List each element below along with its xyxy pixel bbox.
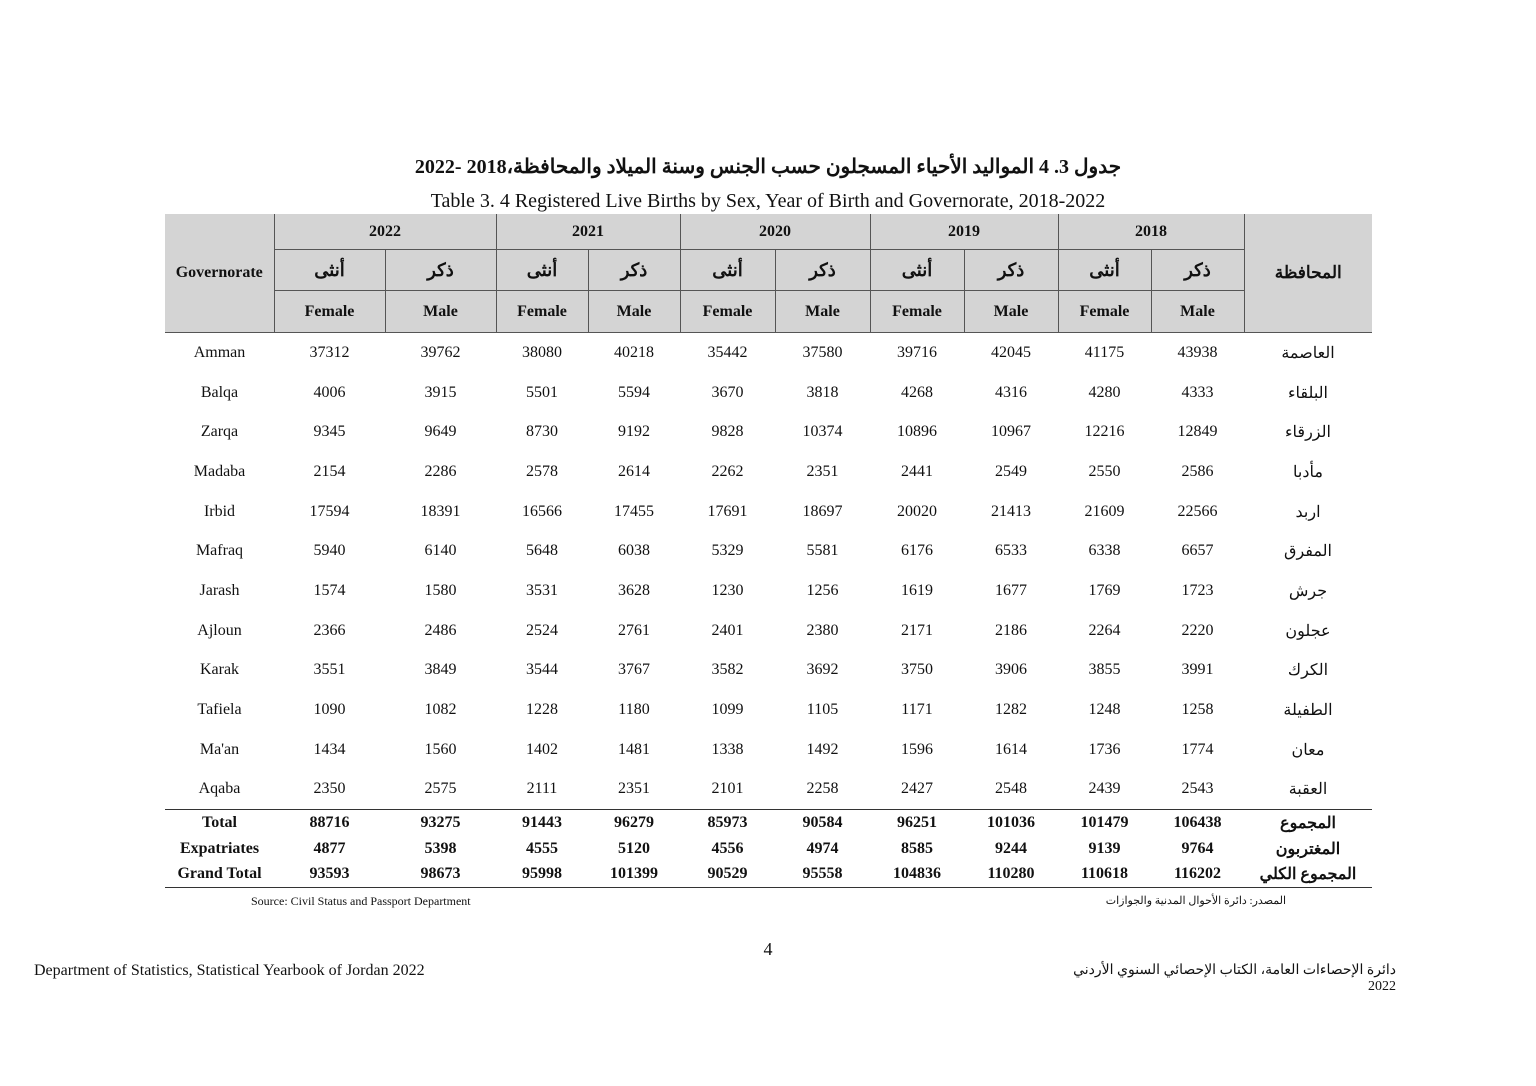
table-row xyxy=(165,690,1372,730)
table-row xyxy=(165,730,1372,770)
value-cell: 9649 xyxy=(424,423,457,441)
governorate-name: Ajloun xyxy=(197,621,242,639)
male-header: Male xyxy=(775,291,870,333)
value-cell: 1723 xyxy=(1181,581,1214,599)
page-number: 4 xyxy=(763,939,773,959)
governorate-name: Irbid xyxy=(203,502,236,520)
value-cell: 43938 xyxy=(1177,343,1218,361)
total-value-cell: 5398 xyxy=(424,839,457,857)
value-cell: 38080 xyxy=(522,343,562,361)
female-header: Female xyxy=(680,291,775,333)
value-cell: 1481 xyxy=(618,740,650,758)
governorate-name: Aqaba xyxy=(198,780,241,798)
value-cell: 3531 xyxy=(526,581,558,599)
total-value-cell: 5120 xyxy=(618,839,650,857)
male-arabic-header: ذكر xyxy=(1151,250,1244,291)
value-cell: 5648 xyxy=(526,542,558,560)
value-cell: 10967 xyxy=(991,423,1031,441)
governorate-name: Mafraq xyxy=(195,542,244,560)
total-label-arabic: المغتربون xyxy=(1275,840,1341,858)
value-cell: 1180 xyxy=(618,701,650,719)
total-value-cell: 101036 xyxy=(964,810,1058,836)
year-header: 2018 xyxy=(1058,214,1244,250)
total-value-cell: 101479 xyxy=(1058,810,1151,836)
total-value-cell: 9764 xyxy=(1181,839,1214,857)
value-cell: 18391 xyxy=(420,502,461,520)
value-cell: 1230 xyxy=(711,581,744,599)
value-cell: 2575 xyxy=(424,780,457,798)
total-value-cell: 9139 xyxy=(1088,839,1121,857)
total-value-cell: 110618 xyxy=(1058,861,1151,887)
value-cell: 2524 xyxy=(526,621,558,639)
value-cell: 39762 xyxy=(420,343,461,361)
table-row xyxy=(165,571,1372,611)
value-cell: 1736 xyxy=(1088,740,1121,758)
value-cell: 3767 xyxy=(618,661,650,679)
male-arabic-header: ذكر xyxy=(775,250,870,291)
female-arabic-header: أنثى xyxy=(870,250,964,291)
total-value-cell: 116202 xyxy=(1151,861,1244,887)
value-cell: 1769 xyxy=(1088,581,1121,599)
governorate-name-arabic: البلقاء xyxy=(1288,384,1328,402)
governorate-name-arabic: العاصمة xyxy=(1281,344,1335,362)
value-cell: 6338 xyxy=(1088,542,1121,560)
male-arabic-header: ذكر xyxy=(588,250,680,291)
value-cell: 1105 xyxy=(806,701,839,719)
table-row xyxy=(165,531,1372,571)
value-cell: 1492 xyxy=(806,740,839,758)
male-header: Male xyxy=(1151,291,1244,333)
value-cell: 2548 xyxy=(995,780,1027,798)
female-header: Female xyxy=(1058,291,1151,333)
total-value-cell: 106438 xyxy=(1151,810,1244,836)
governorate-name-arabic: جرش xyxy=(1288,582,1328,600)
table-row xyxy=(165,611,1372,651)
governorate-name-arabic: عجلون xyxy=(1285,622,1331,640)
value-cell: 3670 xyxy=(711,383,744,401)
total-value-cell: 90529 xyxy=(680,861,775,887)
total-value-cell: 8585 xyxy=(901,839,933,857)
total-value-cell: 101399 xyxy=(588,861,680,887)
female-header: Female xyxy=(870,291,964,333)
table-row xyxy=(165,412,1372,452)
female-header: Female xyxy=(274,291,385,333)
value-cell: 3849 xyxy=(424,661,457,679)
table-title-arabic: جدول 3. 4 المواليد الأحياء المسجلون حسب الجنس وسنة الميلاد والمحافظة،2018 -2022 xyxy=(414,156,1122,178)
value-cell: 1338 xyxy=(711,740,744,758)
governorate-name: Amman xyxy=(193,343,246,361)
value-cell: 1574 xyxy=(313,581,346,599)
female-header: Female xyxy=(496,291,588,333)
total-value-cell: 9244 xyxy=(995,839,1027,857)
total-label: Total xyxy=(165,810,274,836)
value-cell: 5594 xyxy=(618,383,650,401)
value-cell: 6657 xyxy=(1181,542,1214,560)
value-cell: 2186 xyxy=(995,621,1027,639)
value-cell: 5581 xyxy=(806,542,839,560)
value-cell: 2586 xyxy=(1181,462,1214,480)
total-value-cell: 110280 xyxy=(964,861,1058,887)
value-cell: 2439 xyxy=(1088,780,1121,798)
female-arabic-header: أنثى xyxy=(1058,250,1151,291)
footer-arabic: دائرة الإحصاءات العامة، الكتاب الإحصائي السنوي الأردني 2022 xyxy=(1073,963,1396,994)
value-cell: 2427 xyxy=(901,780,933,798)
value-cell: 9345 xyxy=(313,423,346,441)
total-value-cell: 98673 xyxy=(385,861,496,887)
value-cell: 3991 xyxy=(1181,661,1214,679)
value-cell: 5501 xyxy=(526,383,558,401)
value-cell: 2264 xyxy=(1088,621,1121,639)
value-cell: 2262 xyxy=(711,462,744,480)
value-cell: 2543 xyxy=(1181,780,1214,798)
governorate-rows xyxy=(165,333,1372,810)
value-cell: 39716 xyxy=(897,343,937,361)
value-cell: 1774 xyxy=(1181,740,1214,758)
value-cell: 3750 xyxy=(901,661,933,679)
value-cell: 4316 xyxy=(995,383,1027,401)
value-cell: 4333 xyxy=(1181,383,1214,401)
value-cell: 2550 xyxy=(1088,462,1121,480)
value-cell: 5329 xyxy=(711,542,744,560)
governorate-name-arabic: الكرك xyxy=(1287,662,1329,680)
governorate-name-arabic: العقبة xyxy=(1288,781,1328,799)
value-cell: 3582 xyxy=(711,661,744,679)
value-cell: 1402 xyxy=(526,740,558,758)
value-cell: 37312 xyxy=(309,343,350,361)
total-value-cell: 91443 xyxy=(496,810,588,836)
value-cell: 2111 xyxy=(526,780,558,798)
value-cell: 1580 xyxy=(424,581,457,599)
value-cell: 12849 xyxy=(1177,423,1218,441)
source-note: Source: Civil Status and Passport Department xyxy=(251,894,471,908)
value-cell: 40218 xyxy=(614,343,654,361)
value-cell: 17455 xyxy=(614,502,654,520)
total-value-cell: 4974 xyxy=(806,839,839,857)
male-header: Male xyxy=(964,291,1058,333)
total-value-cell: 95558 xyxy=(775,861,870,887)
value-cell: 8730 xyxy=(526,423,558,441)
total-row xyxy=(165,810,1372,836)
value-cell: 9828 xyxy=(711,423,744,441)
value-cell: 2350 xyxy=(313,780,346,798)
governorate-name-arabic: الزرقاء xyxy=(1285,424,1331,442)
governorate-name: Balqa xyxy=(200,383,239,401)
value-cell: 1099 xyxy=(711,701,744,719)
value-cell: 2549 xyxy=(995,462,1027,480)
value-cell: 3818 xyxy=(806,383,839,401)
total-value-cell: 90584 xyxy=(775,810,870,836)
governorate-name: Jarash xyxy=(199,581,240,599)
value-cell: 3906 xyxy=(995,661,1027,679)
male-header: Male xyxy=(385,291,496,333)
governorate-name: Zarqa xyxy=(200,423,239,441)
female-arabic-header: أنثى xyxy=(680,250,775,291)
value-cell: 2366 xyxy=(313,621,346,639)
total-label: Expatriates xyxy=(179,839,260,857)
table-row xyxy=(165,651,1372,691)
total-value-cell: 95998 xyxy=(496,861,588,887)
total-value-cell: 85973 xyxy=(680,810,775,836)
value-cell: 1171 xyxy=(901,701,933,719)
value-cell: 6140 xyxy=(424,542,457,560)
value-cell: 1228 xyxy=(526,701,558,719)
total-value-cell: 93593 xyxy=(274,861,385,887)
value-cell: 2351 xyxy=(618,780,650,798)
value-cell: 3855 xyxy=(1088,661,1121,679)
value-cell: 3628 xyxy=(618,581,650,599)
value-cell: 18697 xyxy=(802,502,843,520)
governorate-name-arabic: مأدبا xyxy=(1293,463,1323,481)
value-cell: 35442 xyxy=(707,343,748,361)
value-cell: 2154 xyxy=(313,462,346,480)
value-cell: 2486 xyxy=(424,621,457,639)
value-cell: 1596 xyxy=(901,740,933,758)
value-cell: 3551 xyxy=(313,661,346,679)
value-cell: 9192 xyxy=(618,423,650,441)
table-row xyxy=(165,373,1372,413)
value-cell: 4006 xyxy=(313,383,346,401)
table-row xyxy=(165,770,1372,810)
governorate-name-arabic: الطفيلة xyxy=(1283,702,1333,720)
total-value-cell: 104836 xyxy=(870,861,964,887)
source-note-arabic: المصدر: دائرة الأحوال المدنية والجوازات xyxy=(1105,895,1286,907)
male-header: Male xyxy=(588,291,680,333)
value-cell: 2101 xyxy=(711,780,744,798)
value-cell: 6533 xyxy=(995,542,1027,560)
table-row xyxy=(165,492,1372,532)
value-cell: 20020 xyxy=(897,502,937,520)
value-cell: 10374 xyxy=(802,423,843,441)
value-cell: 2578 xyxy=(526,462,558,480)
value-cell: 2614 xyxy=(618,462,650,480)
total-value-cell: 88716 xyxy=(274,810,385,836)
total-row xyxy=(165,836,1372,862)
governorate-name: Tafiela xyxy=(197,701,242,719)
value-cell: 12216 xyxy=(1084,423,1125,441)
value-cell: 2761 xyxy=(618,621,650,639)
value-cell: 21609 xyxy=(1084,502,1125,520)
value-cell: 5940 xyxy=(313,542,346,560)
governorate-name: Madaba xyxy=(193,462,246,480)
value-cell: 1090 xyxy=(313,701,346,719)
totals-rows xyxy=(165,810,1372,888)
value-cell: 1677 xyxy=(995,581,1027,599)
year-header: 2020 xyxy=(680,214,870,250)
table-row xyxy=(165,452,1372,492)
value-cell: 6038 xyxy=(618,542,650,560)
value-cell: 1248 xyxy=(1088,701,1121,719)
value-cell: 3692 xyxy=(806,661,839,679)
value-cell: 2441 xyxy=(901,462,933,480)
value-cell: 1614 xyxy=(995,740,1027,758)
value-cell: 37580 xyxy=(802,343,843,361)
value-cell: 2380 xyxy=(806,621,839,639)
value-cell: 41175 xyxy=(1084,343,1125,361)
value-cell: 2258 xyxy=(806,780,839,798)
total-value-cell: 4556 xyxy=(711,839,744,857)
male-arabic-header: ذكر xyxy=(385,250,496,291)
value-cell: 2351 xyxy=(806,462,839,480)
value-cell: 2286 xyxy=(424,462,457,480)
total-label: Grand Total xyxy=(165,861,274,887)
value-cell: 1434 xyxy=(313,740,346,758)
total-value-cell: 93275 xyxy=(385,810,496,836)
value-cell: 17594 xyxy=(309,502,350,520)
governorate-name-arabic: معان xyxy=(1291,741,1325,759)
total-value-cell: 4555 xyxy=(526,839,558,857)
total-label-arabic: المجموع الكلي xyxy=(1244,861,1372,887)
year-header: 2021 xyxy=(496,214,680,250)
value-cell: 3915 xyxy=(424,383,457,401)
value-cell: 10896 xyxy=(897,423,937,441)
value-cell: 1619 xyxy=(901,581,933,599)
value-cell: 6176 xyxy=(901,542,933,560)
value-cell: 1082 xyxy=(424,701,457,719)
value-cell: 1560 xyxy=(424,740,457,758)
value-cell: 1256 xyxy=(806,581,839,599)
total-value-cell: 4877 xyxy=(313,839,346,857)
governorate-name-arabic: المفرق xyxy=(1284,543,1332,561)
value-cell: 4268 xyxy=(901,383,933,401)
total-value-cell: 96279 xyxy=(588,810,680,836)
value-cell: 2401 xyxy=(711,621,744,639)
total-row xyxy=(165,861,1372,887)
value-cell: 1282 xyxy=(995,701,1027,719)
governorate-header: Governorate xyxy=(165,214,274,333)
value-cell: 17691 xyxy=(707,502,748,520)
footer-english: Department of Statistics, Statistical Yearbook of Jordan 2022 xyxy=(34,962,425,979)
table-row xyxy=(165,333,1372,373)
value-cell: 21413 xyxy=(991,502,1031,520)
value-cell: 16566 xyxy=(522,502,562,520)
births-table xyxy=(165,214,1372,888)
value-cell: 1258 xyxy=(1181,701,1214,719)
governorate-header-arabic: المحافظة xyxy=(1244,214,1372,333)
value-cell: 42045 xyxy=(991,343,1031,361)
value-cell: 3544 xyxy=(526,661,558,679)
value-cell: 22566 xyxy=(1177,502,1218,520)
female-arabic-header: أنثى xyxy=(496,250,588,291)
total-label-arabic: المجموع xyxy=(1244,810,1372,836)
value-cell: 2171 xyxy=(901,621,933,639)
total-value-cell: 96251 xyxy=(870,810,964,836)
female-arabic-header: أنثى xyxy=(274,250,385,291)
year-header: 2019 xyxy=(870,214,1058,250)
value-cell: 2220 xyxy=(1181,621,1214,639)
governorate-name: Ma'an xyxy=(199,740,240,758)
value-cell: 4280 xyxy=(1088,383,1121,401)
table-title-english: Table 3. 4 Registered Live Births by Sex, Year of Birth and Governorate, 2018-2022 xyxy=(430,190,1106,212)
governorate-name-arabic: اربد xyxy=(1295,503,1321,521)
male-arabic-header: ذكر xyxy=(964,250,1058,291)
governorate-name: Karak xyxy=(199,661,240,679)
year-header: 2022 xyxy=(274,214,496,250)
